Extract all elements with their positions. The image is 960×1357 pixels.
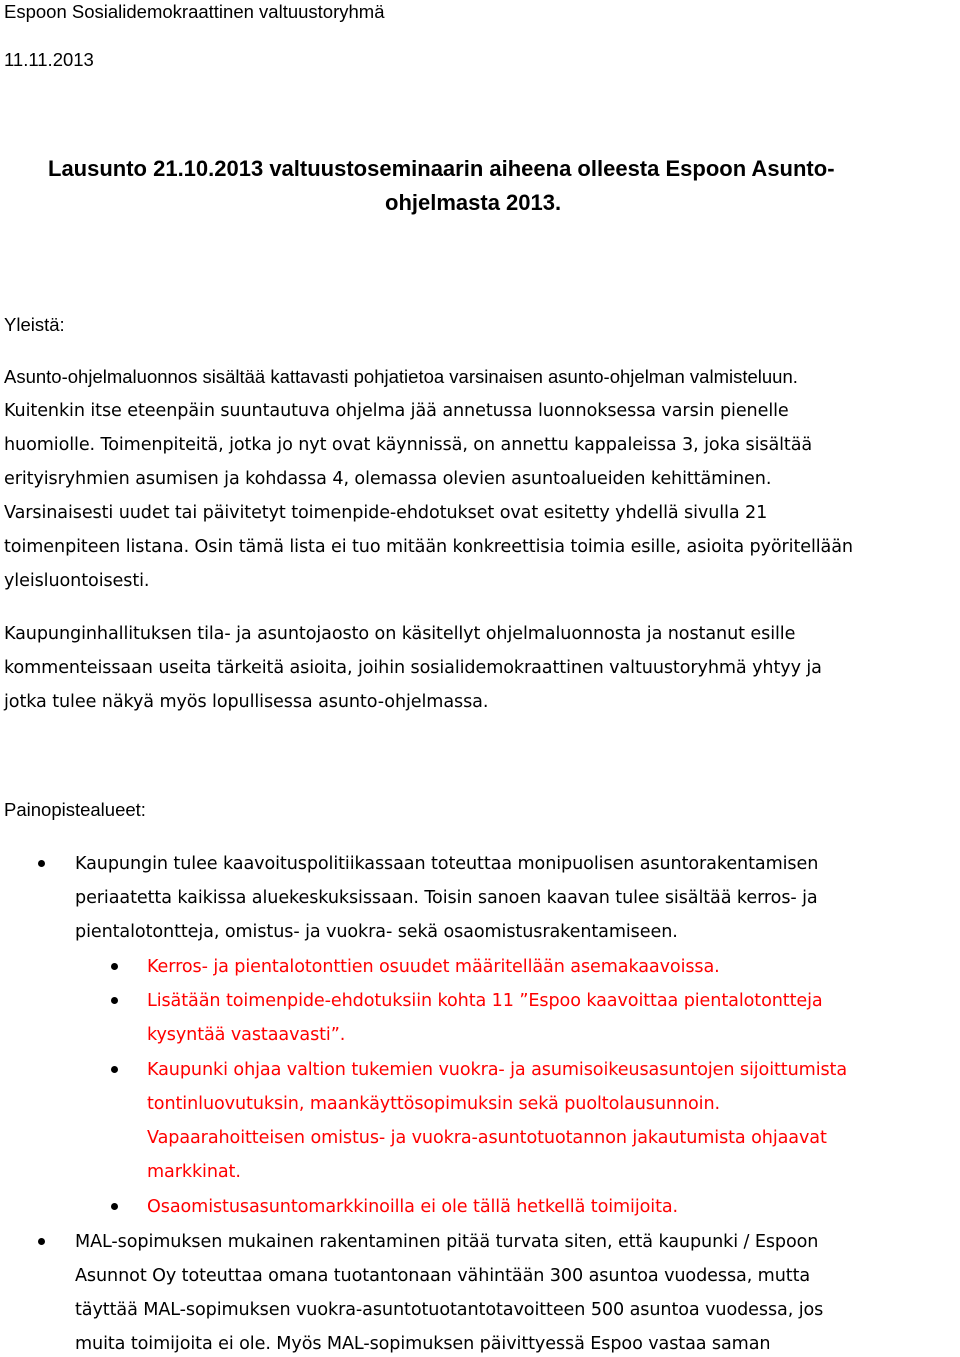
paragraph-line: jotka tulee näkyä myös lopullisessa asunto-ohjelmassa. — [4, 692, 489, 712]
bullet-item-line: muita toimijoita ei ole. Myös MAL-sopimuksen päivittyessä Espoo vastaa saman — [75, 1334, 771, 1354]
bullet-icon — [38, 1238, 45, 1245]
section-heading-general: Yleistä: — [4, 314, 65, 335]
paragraph-line: Asunto-ohjelmaluonnos sisältää kattavasti pohjatietoa varsinaisen asunto-ohjelman valmisteluun. — [4, 366, 798, 387]
bullet-item-line: periaatetta kaikissa aluekeskuksissaan. Toisin sanoen kaavan tulee sisältää kerros- ja — [75, 888, 818, 908]
sub-bullet-item-line: markkinat. — [147, 1162, 241, 1182]
bullet-icon — [111, 1066, 118, 1073]
bullet-icon — [111, 1203, 118, 1210]
document-title-line-2: ohjelmasta 2013. — [385, 190, 562, 215]
bullet-item-line: Kaupungin tulee kaavoituspolitiikassaan toteuttaa monipuolisen asuntorakentamisen — [75, 854, 819, 874]
bullet-item-line: pientalotontteja, omistus- ja vuokra- sekä osaomistusrakentamiseen. — [75, 922, 678, 942]
bullet-icon — [111, 997, 118, 1004]
paragraph-line: toimenpiteen listana. Osin tämä lista ei tuo mitään konkreettisia toimia esille, asioita pyöritellään — [4, 537, 853, 557]
paragraph-line: kommenteissaan useita tärkeitä asioita, joihin sosialidemokraattinen valtuustoryhmä yhtyy ja — [4, 658, 822, 678]
paragraph-line: erityisryhmien asumisen ja kohdassa 4, olemassa olevien asuntoalueiden kehittäminen. — [4, 469, 772, 489]
paragraph-line: huomiolle. Toimenpiteitä, jotka jo nyt ovat käynnissä, on annettu kappaleissa 3, joka sisältää — [4, 435, 813, 455]
paragraph-line: Kuitenkin itse eteenpäin suuntautuva ohjelma jää annetussa luonnoksessa varsin pienelle — [4, 401, 789, 421]
sub-bullet-item-line: Lisätään toimenpide-ehdotuksiin kohta 11 ”Espoo kaavoittaa pientalotontteja — [147, 991, 823, 1011]
sub-bullet-item-line: tontinluovutuksin, maankäyttösopimuksin sekä puoltolausunnoin. — [147, 1094, 721, 1114]
sub-bullet-item-line: Kerros- ja pientalotonttien osuudet määritellään asemakaavoissa. — [147, 957, 720, 977]
sub-bullet-item-line: Osaomistusasuntomarkkinoilla ei ole tällä hetkellä toimijoita. — [147, 1197, 679, 1217]
bullet-item-line: Asunnot Oy toteuttaa omana tuotantonaan vähintään 300 asuntoa vuodessa, mutta — [75, 1266, 811, 1286]
document-title-line-1: Lausunto 21.10.2013 valtuustoseminaarin aiheena olleesta Espoon Asunto- — [48, 156, 835, 181]
bullet-item-line: MAL-sopimuksen mukainen rakentaminen pitää turvata siten, että kaupunki / Espoon — [75, 1232, 819, 1252]
paragraph-line: Kaupunginhallituksen tila- ja asuntojaosto on käsitellyt ohjelmaluonnosta ja nostanut esille — [4, 624, 796, 644]
bullet-icon — [38, 860, 45, 867]
bullet-icon — [111, 963, 118, 970]
organization-name: Espoon Sosialidemokraattinen valtuustoryhmä — [4, 1, 385, 22]
sub-bullet-item-line: kysyntää vastaavasti”. — [147, 1025, 346, 1045]
sub-bullet-item-line: Kaupunki ohjaa valtion tukemien vuokra- ja asumisoikeusasuntojen sijoittumista — [147, 1060, 848, 1080]
sub-bullet-item-line: Vapaarahoitteisen omistus- ja vuokra-asuntotuotannon jakautumista ohjaavat — [147, 1128, 827, 1148]
section-heading-focus-areas: Painopistealueet: — [4, 799, 146, 820]
document-date: 11.11.2013 — [4, 49, 94, 70]
bullet-item-line: täyttää MAL-sopimuksen vuokra-asuntotuotantotavoitteen 500 asuntoa vuodessa, jos — [75, 1300, 824, 1320]
paragraph-line: yleisluontoisesti. — [4, 571, 150, 591]
paragraph-line: Varsinaisesti uudet tai päivitetyt toimenpide-ehdotukset ovat esitetty yhdellä sivulla 21 — [4, 503, 768, 523]
